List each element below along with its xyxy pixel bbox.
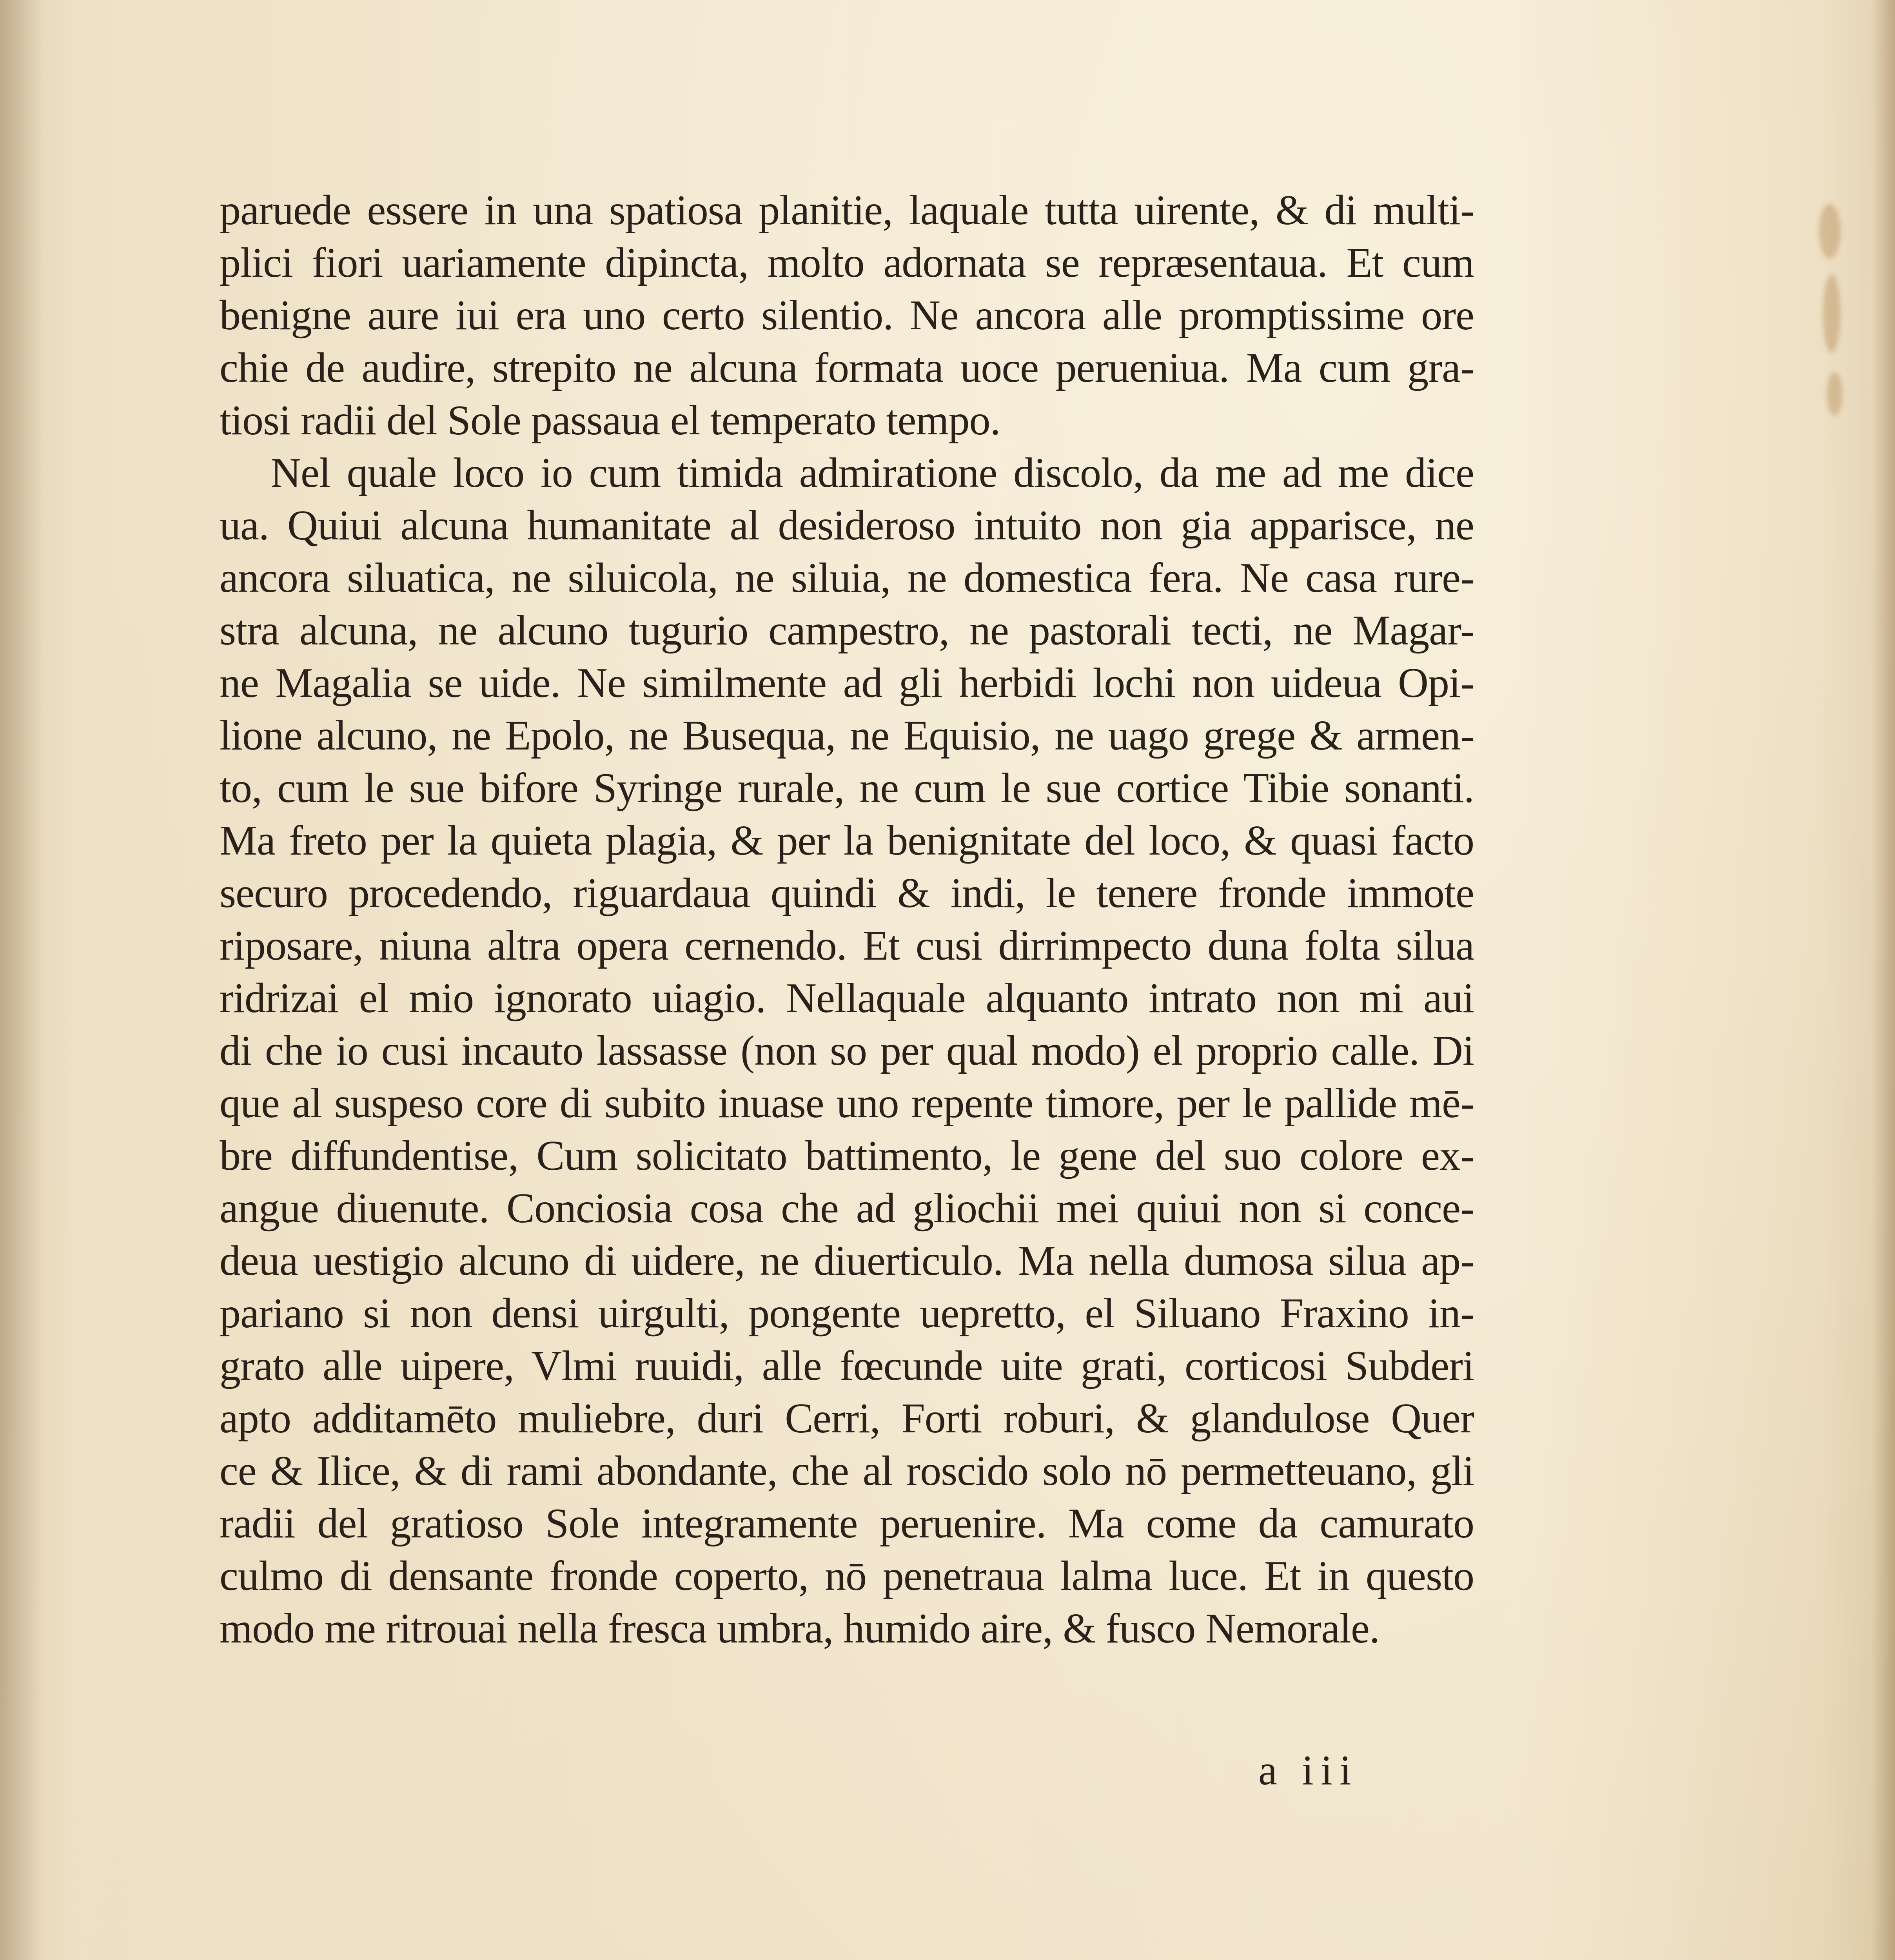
page-edge bbox=[1871, 0, 1895, 1960]
text-line: culmo di densante fronde coperto, nō penetraua lalma luce. Et in questo bbox=[220, 1553, 1474, 1599]
body-text bbox=[220, 184, 1474, 1655]
text-line: pariano si non densi uirgulti, pongente uepretto, el Siluano Fraxino in- bbox=[220, 1290, 1474, 1337]
signature-mark: a iii bbox=[1258, 1747, 1358, 1794]
text-line: lione alcuno, ne Epolo, ne Busequa, ne Equisio, ne uago grege & armen- bbox=[220, 712, 1474, 759]
text-line: ua. Quiui alcuna humanitate al desideroso intuito non gia apparisce, ne bbox=[220, 502, 1474, 549]
text-line: deua uestigio alcuno di uidere, ne diuerticulo. Ma nella dumosa silua ap- bbox=[220, 1238, 1474, 1284]
text-line: ce & Ilice, & di rami abondante, che al roscido solo nō permetteuano, gli bbox=[220, 1448, 1474, 1494]
text-line: Nel quale loco io cum timida admiratione discolo, da me ad me dice bbox=[270, 450, 1474, 496]
text-line: grato alle uipere, Vlmi ruuidi, alle fœcunde uite grati, corticosi Subderi bbox=[220, 1343, 1474, 1389]
paper-stain bbox=[1819, 204, 1841, 259]
paper-stain bbox=[1827, 372, 1842, 416]
text-line: chie de audire, strepito ne alcuna formata uoce perueniua. Ma cum gra- bbox=[220, 345, 1474, 391]
text-line: ridrizai el mio ignorato uiagio. Nellaquale alquanto intrato non mi aui bbox=[220, 975, 1474, 1022]
text-line: angue diuenute. Conciosia cosa che ad gliochii mei quiui non si conce- bbox=[220, 1185, 1474, 1232]
text-line: paruede essere in una spatiosa planitie, laquale tutta uirente, & di multi- bbox=[220, 187, 1474, 234]
text-line: tiosi radii del Sole passaua el temperato tempo. bbox=[220, 397, 1000, 444]
text-line: riposare, niuna altra opera cernendo. Et cusi dirrimpecto duna folta silua bbox=[220, 922, 1474, 969]
text-line: modo me ritrouai nella fresca umbra, humido aire, & fusco Nemorale. bbox=[220, 1605, 1380, 1652]
text-line: Ma freto per la quieta plagia, & per la benignitate del loco, & quasi facto bbox=[220, 817, 1474, 864]
text-line: radii del gratioso Sole integramente peruenire. Ma come da camurato bbox=[220, 1500, 1474, 1547]
text-line: di che io cusi incauto lassasse (non so per qual modo) el proprio calle. Di bbox=[220, 1027, 1474, 1074]
text-line: bre diffundentise, Cum solicitato battimento, le gene del suo colore ex- bbox=[220, 1132, 1474, 1179]
text-line: benigne aure iui era uno certo silentio. Ne ancora alle promptissime ore bbox=[220, 292, 1474, 339]
text-line: stra alcuna, ne alcuno tugurio campestro, ne pastorali tecti, ne Magar- bbox=[220, 607, 1474, 654]
text-line: to, cum le sue bifore Syringe rurale, ne cum le sue cortice Tibie sonanti. bbox=[220, 765, 1474, 811]
text-line: ne Magalia se uide. Ne similmente ad gli herbidi lochi non uideua Opi- bbox=[220, 660, 1474, 706]
text-line: securo procedendo, riguardaua quindi & indi, le tenere fronde immote bbox=[220, 870, 1474, 916]
gutter-shadow bbox=[0, 0, 43, 1960]
text-line: que al suspeso core di subito inuase uno repente timore, per le pallide mē- bbox=[220, 1080, 1474, 1127]
paper-stain bbox=[1823, 274, 1841, 353]
text-line: ancora siluatica, ne siluicola, ne siluia, ne domestica fera. Ne casa rure- bbox=[220, 555, 1474, 601]
text-line: apto additamēto muliebre, duri Cerri, Forti roburi, & glandulose Quer bbox=[220, 1395, 1474, 1442]
text-line: plici fiori uariamente dipincta, molto adornata se repræsentaua. Et cum bbox=[220, 240, 1474, 286]
